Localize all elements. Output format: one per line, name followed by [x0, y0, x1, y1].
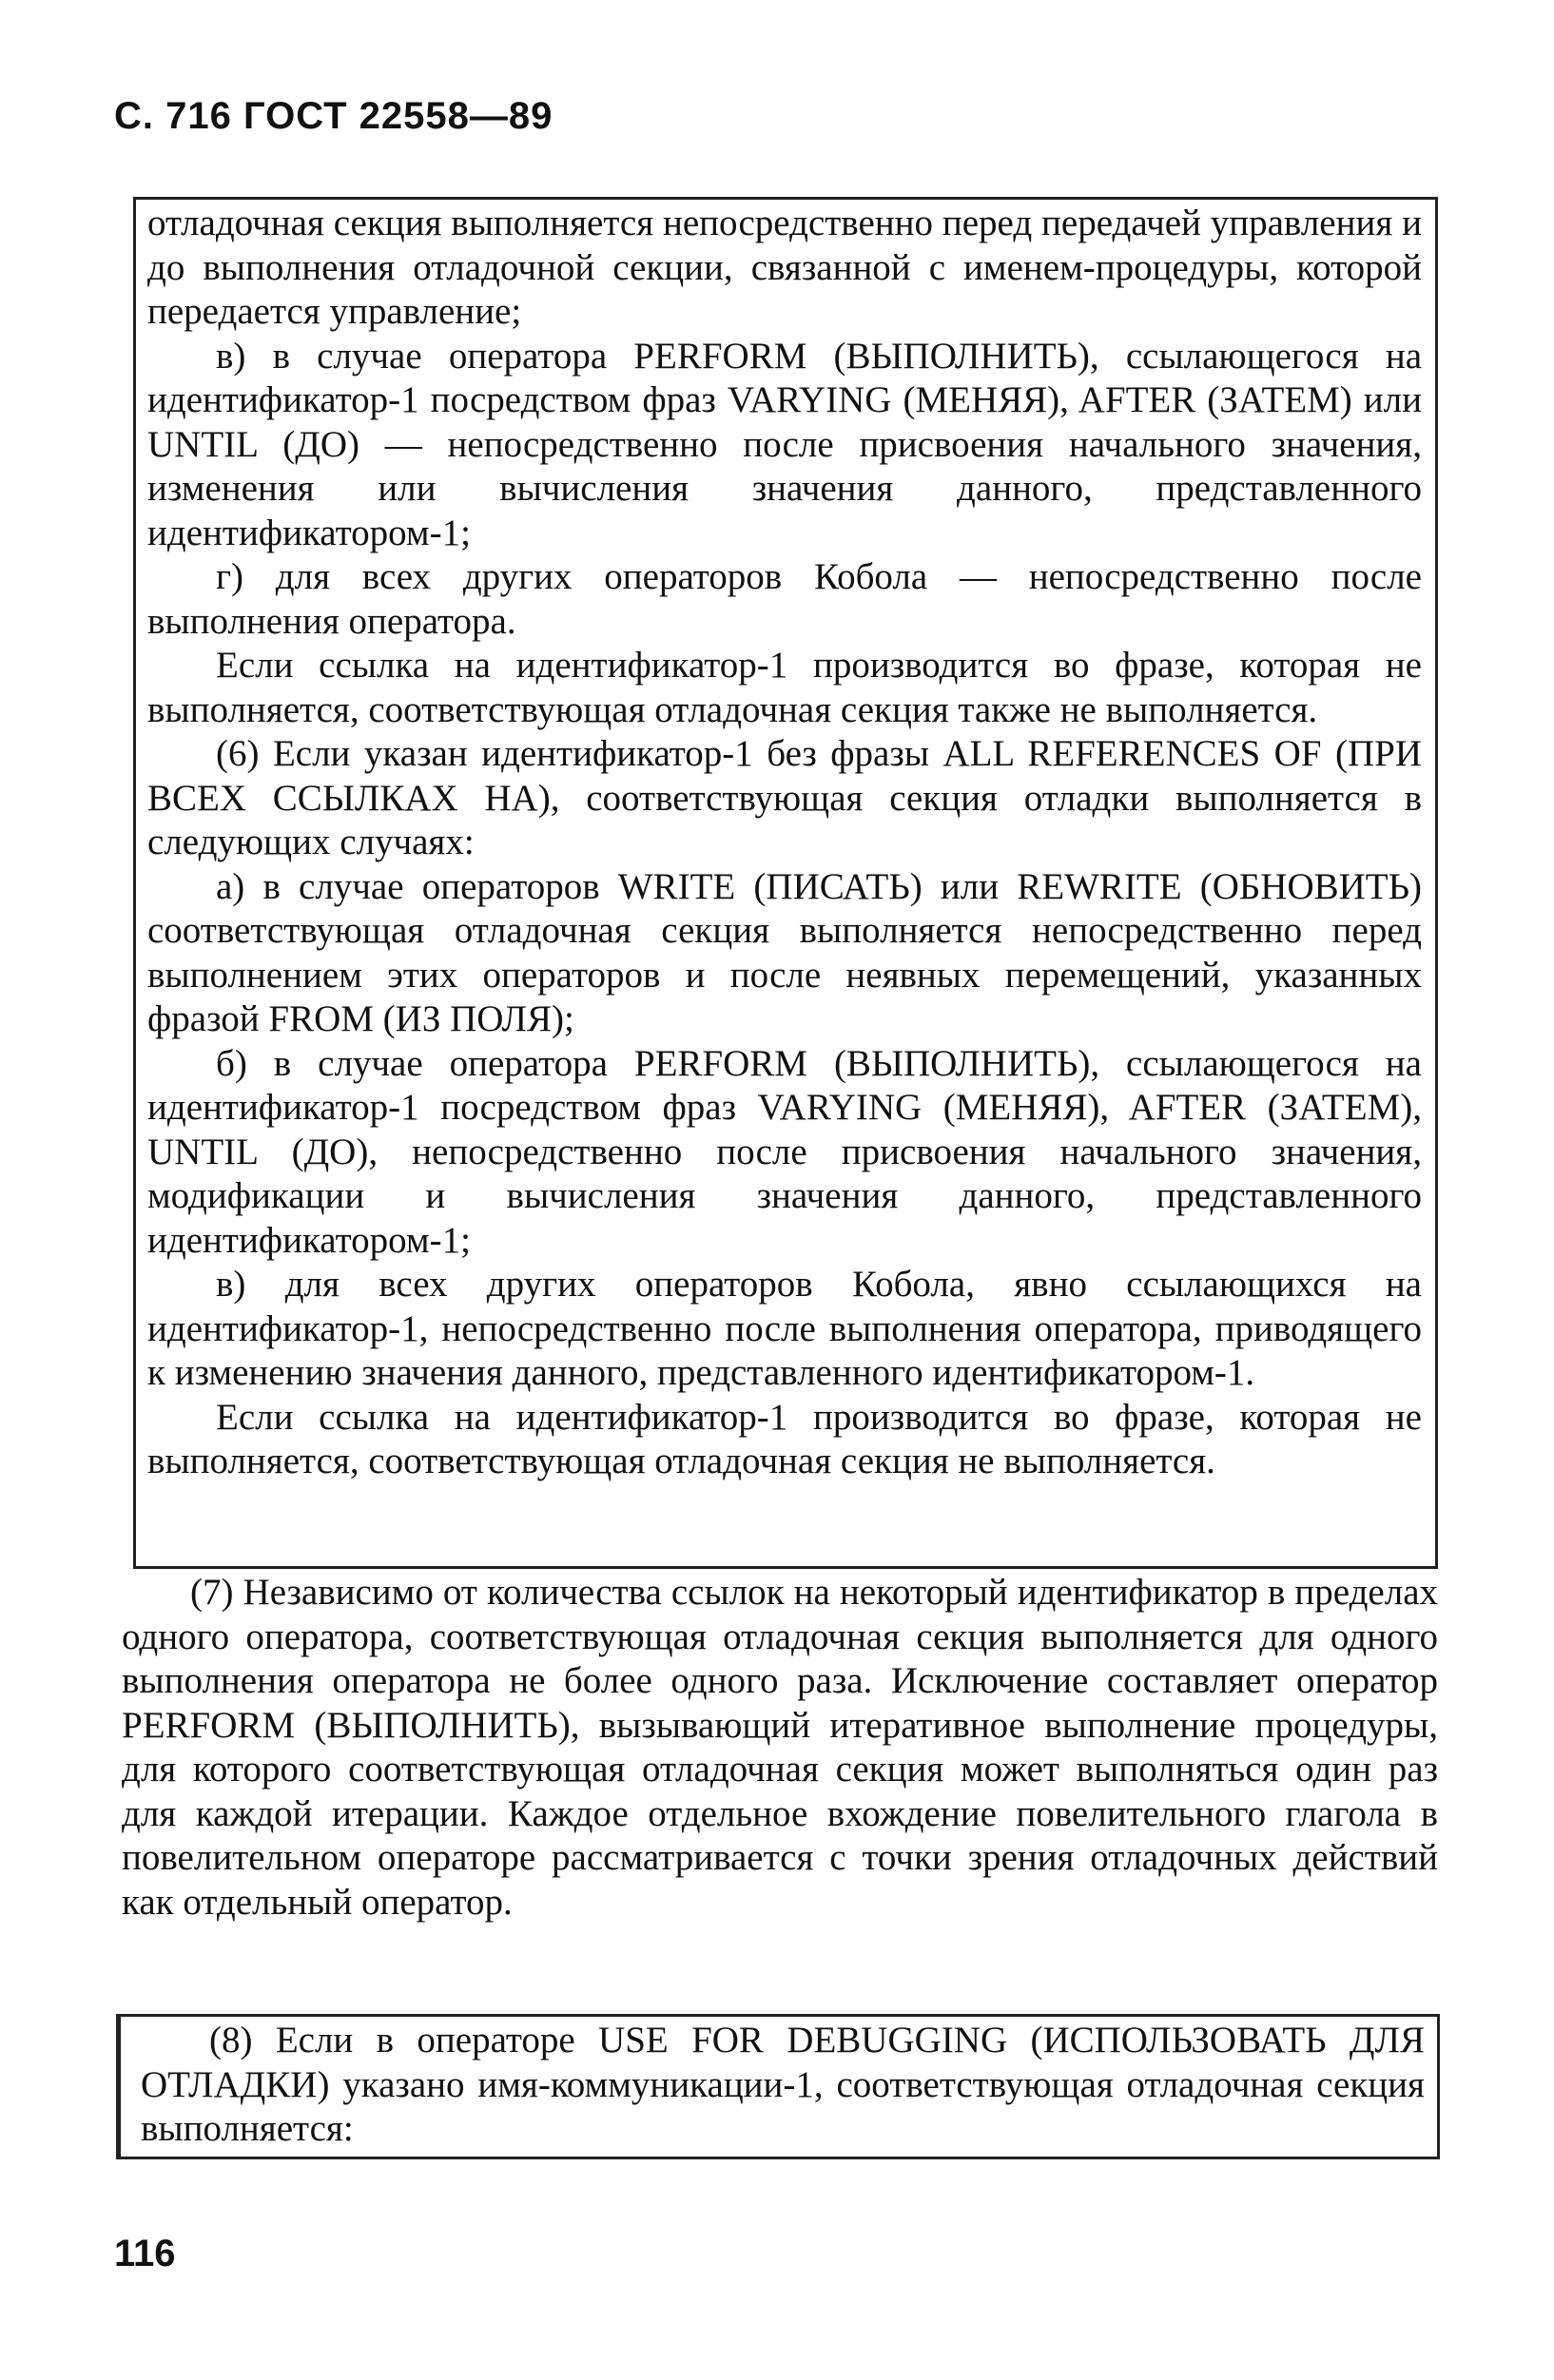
- paragraph: Если ссылка на идентификатор-1 производится во фразе, которая не выполняется, соответствующая отладочная секция не выполняется.: [147, 1396, 1422, 1481]
- paragraph: отладочная секция выполняется непосредственно перед передачей управления и до выполнения отладочной секции, связанной с именем-процедуры, которой передается управление;: [147, 203, 1422, 332]
- page-number: 116: [114, 2233, 176, 2274]
- paragraph: в) для всех других операторов Кобола, явно ссылающихся на идентификатор-1, непосредственно после выполнения оператора, приводящего к изменению значения данного, представленного идентификатором-1.: [147, 1264, 1422, 1393]
- paragraph: (8) Если в операторе USE FOR DEBUGGING (ИСПОЛЬЗОВАТЬ ДЛЯ ОТЛАДКИ) указано имя-коммуникации-1, соответствующая отладочная секция выполняется:: [141, 2020, 1425, 2149]
- paragraph-7-block: [122, 1571, 1438, 1925]
- paragraph: а) в случае операторов WRITE (ПИСАТЬ) или REWRITE (ОБНОВИТЬ) соответствующая отладочная секция выполняется непосредственно перед выполнением этих операторов и после неявных перемещений, указанных фразой FROM (ИЗ ПОЛЯ);: [147, 865, 1422, 1039]
- paragraph: в) в случае оператора PERFORM (ВЫПОЛНИТЬ), ссылающегося на идентификатор-1 посредством фраз VARYING (МЕНЯЯ), AFTER (ЗАТЕМ) или UNTIL (ДО) — непосредственно после присвоения начального значения, изменения или вычисления значения данного, представленного идентификатором-1;: [147, 335, 1422, 553]
- page-header: С. 716 ГОСТ 22558—89: [114, 95, 554, 137]
- change-box-2-bottom: [116, 2157, 1440, 2159]
- box-1-text: [147, 202, 1422, 1484]
- paragraph: б) в случае оператора PERFORM (ВЫПОЛНИТЬ), ссылающегося на идентификатор-1 посредством фраз VARYING (МЕНЯЯ), AFTER (ЗАТЕМ), UNTIL (ДО), непосредственно после присвоения начального значения, модификации и вычисления значения данного, представленного идентификатором-1;: [147, 1042, 1422, 1261]
- paragraph: (7) Независимо от количества ссылок на некоторый идентификатор в пределах одного оператора, соответствующая отладочная секция выполняется для одного выполнения оператора не более одного раза. Исключение составляет оператор PERFORM (ВЫПОЛНИТЬ), вызывающий итеративное выполнение процедуры, для которого соответствующая отладочная секция может выполняться один раз для каждой итерации. Каждое отдельное вхождение повелительного глагола в повелительном операторе рассматривается с точки зрения отладочных действий как отдельный оператор.: [122, 1572, 1438, 1923]
- change-box-1-bottom: [133, 1566, 1438, 1569]
- paragraph: г) для всех других операторов Кобола — непосредственно после выполнения оператора.: [147, 556, 1422, 642]
- paragraph: (6) Если указан идентификатор-1 без фразы ALL REFERENCES OF (ПРИ ВСЕХ ССЫЛКАХ НА), соответствующая секция отладки выполняется в следующих случаях:: [147, 733, 1422, 862]
- paragraph: Если ссылка на идентификатор-1 производится во фразе, которая не выполняется, соответствующая отладочная секция также не выполняется.: [147, 645, 1422, 730]
- box-2-text: [141, 2019, 1425, 2152]
